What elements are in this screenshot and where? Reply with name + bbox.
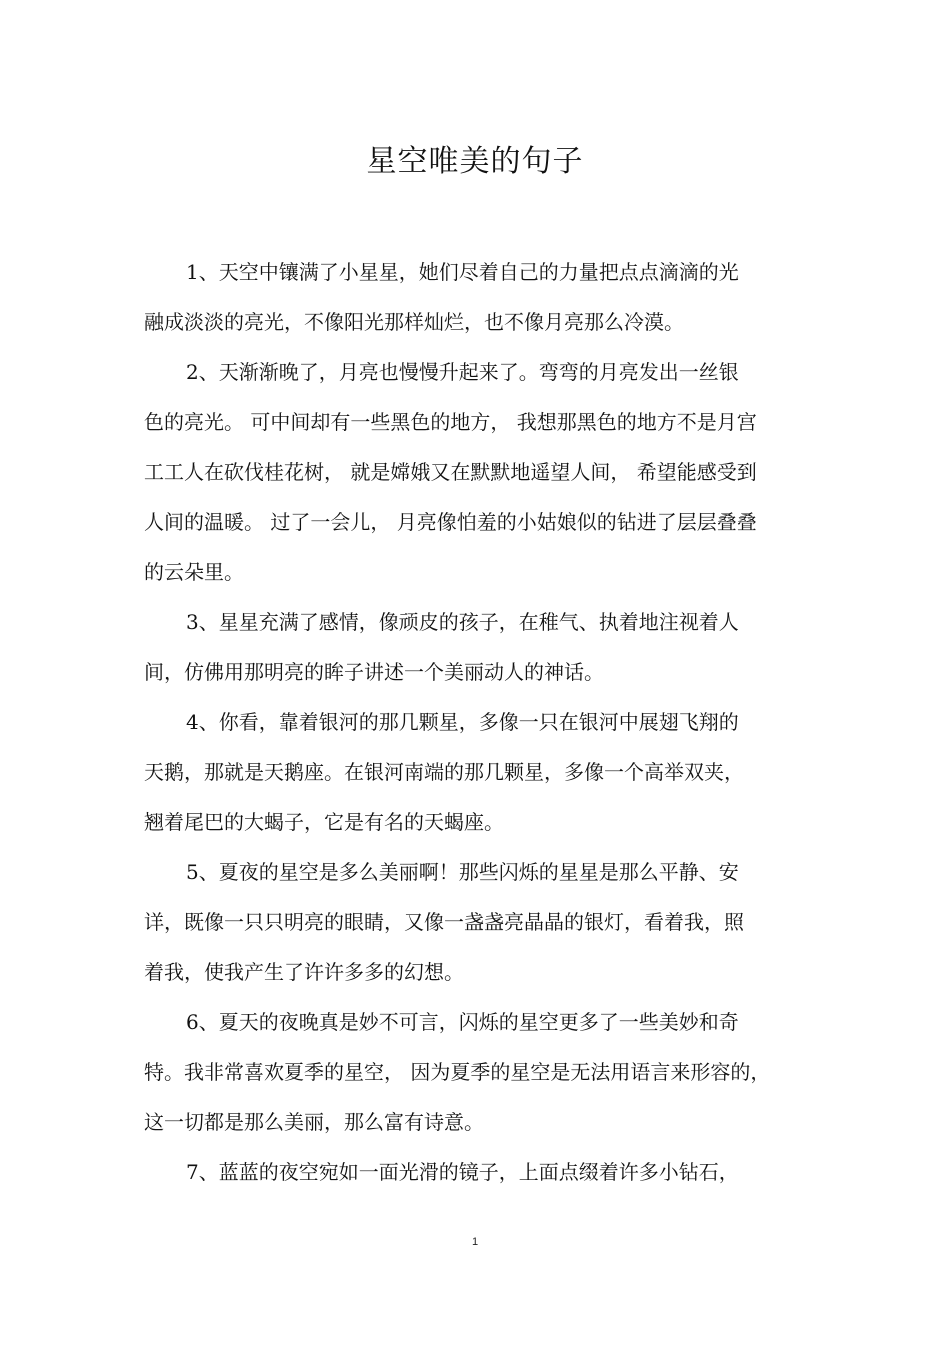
page-number: 1 (471, 1236, 479, 1248)
paragraph-2-line-1: 2、天渐渐晚了，月亮也慢慢升起来了。弯弯的月亮发出一丝银 (186, 360, 739, 384)
paragraph-7-line-1: 7、蓝蓝的夜空宛如一面光滑的镜子，上面点缀着许多小钻石， (186, 1160, 739, 1184)
paragraph-4-line-3: 翘着尾巴的大蝎子，它是有名的天蝎座。 (144, 810, 504, 834)
paragraph-4-line-1: 4、你看，靠着银河的那几颗星，多像一只在银河中展翅飞翔的 (186, 710, 739, 734)
paragraph-5-line-2: 详，既像一只只明亮的眼睛，又像一盏盏亮晶晶的银灯，看着我，照 (144, 910, 744, 934)
paragraph-3-line-2: 间，仿佛用那明亮的眸子讲述一个美丽动人的神话。 (144, 660, 604, 684)
paragraph-2-line-5: 的云朵里。 (144, 560, 244, 584)
paragraph-5-line-3: 着我，使我产生了许许多多的幻想。 (144, 960, 464, 984)
paragraph-5-line-1: 5、夏夜的星空是多么美丽啊！那些闪烁的星星是那么平静、安 (186, 860, 739, 884)
paragraph-1-line-2: 融成淡淡的亮光，不像阳光那样灿烂，也不像月亮那么冷漠。 (144, 310, 684, 334)
paragraph-6-line-1: 6、夏天的夜晚真是妙不可言，闪烁的星空更多了一些美妙和奇 (186, 1010, 739, 1034)
paragraph-3-line-1: 3、星星充满了感情，像顽皮的孩子，在稚气、执着地注视着人 (186, 610, 739, 634)
paragraph-2-line-4: 人间的温暖。 过了一会儿， 月亮像怕羞的小姑娘似的钻进了层层叠叠 (144, 510, 757, 534)
paragraph-6-line-3: 这一切都是那么美丽，那么富有诗意。 (144, 1110, 484, 1134)
paragraph-2-line-2: 色的亮光。 可中间却有一些黑色的地方， 我想那黑色的地方不是月宫 (144, 410, 757, 434)
paragraph-2-line-3: 工工人在砍伐桂花树， 就是嫦娥又在默默地遥望人间， 希望能感受到 (144, 460, 757, 484)
paragraph-4-line-2: 天鹅，那就是天鹅座。在银河南端的那几颗星，多像一个高举双夹， (144, 760, 744, 784)
document-body (144, 247, 800, 1197)
page-title: 星空唯美的句子 (366, 144, 584, 179)
paragraph-1-line-1: 1、天空中镶满了小星星，她们尽着自己的力量把点点滴滴的光 (186, 260, 739, 284)
paragraph-6-line-2: 特。我非常喜欢夏季的星空， 因为夏季的星空是无法用语言来形容的， (144, 1060, 771, 1084)
